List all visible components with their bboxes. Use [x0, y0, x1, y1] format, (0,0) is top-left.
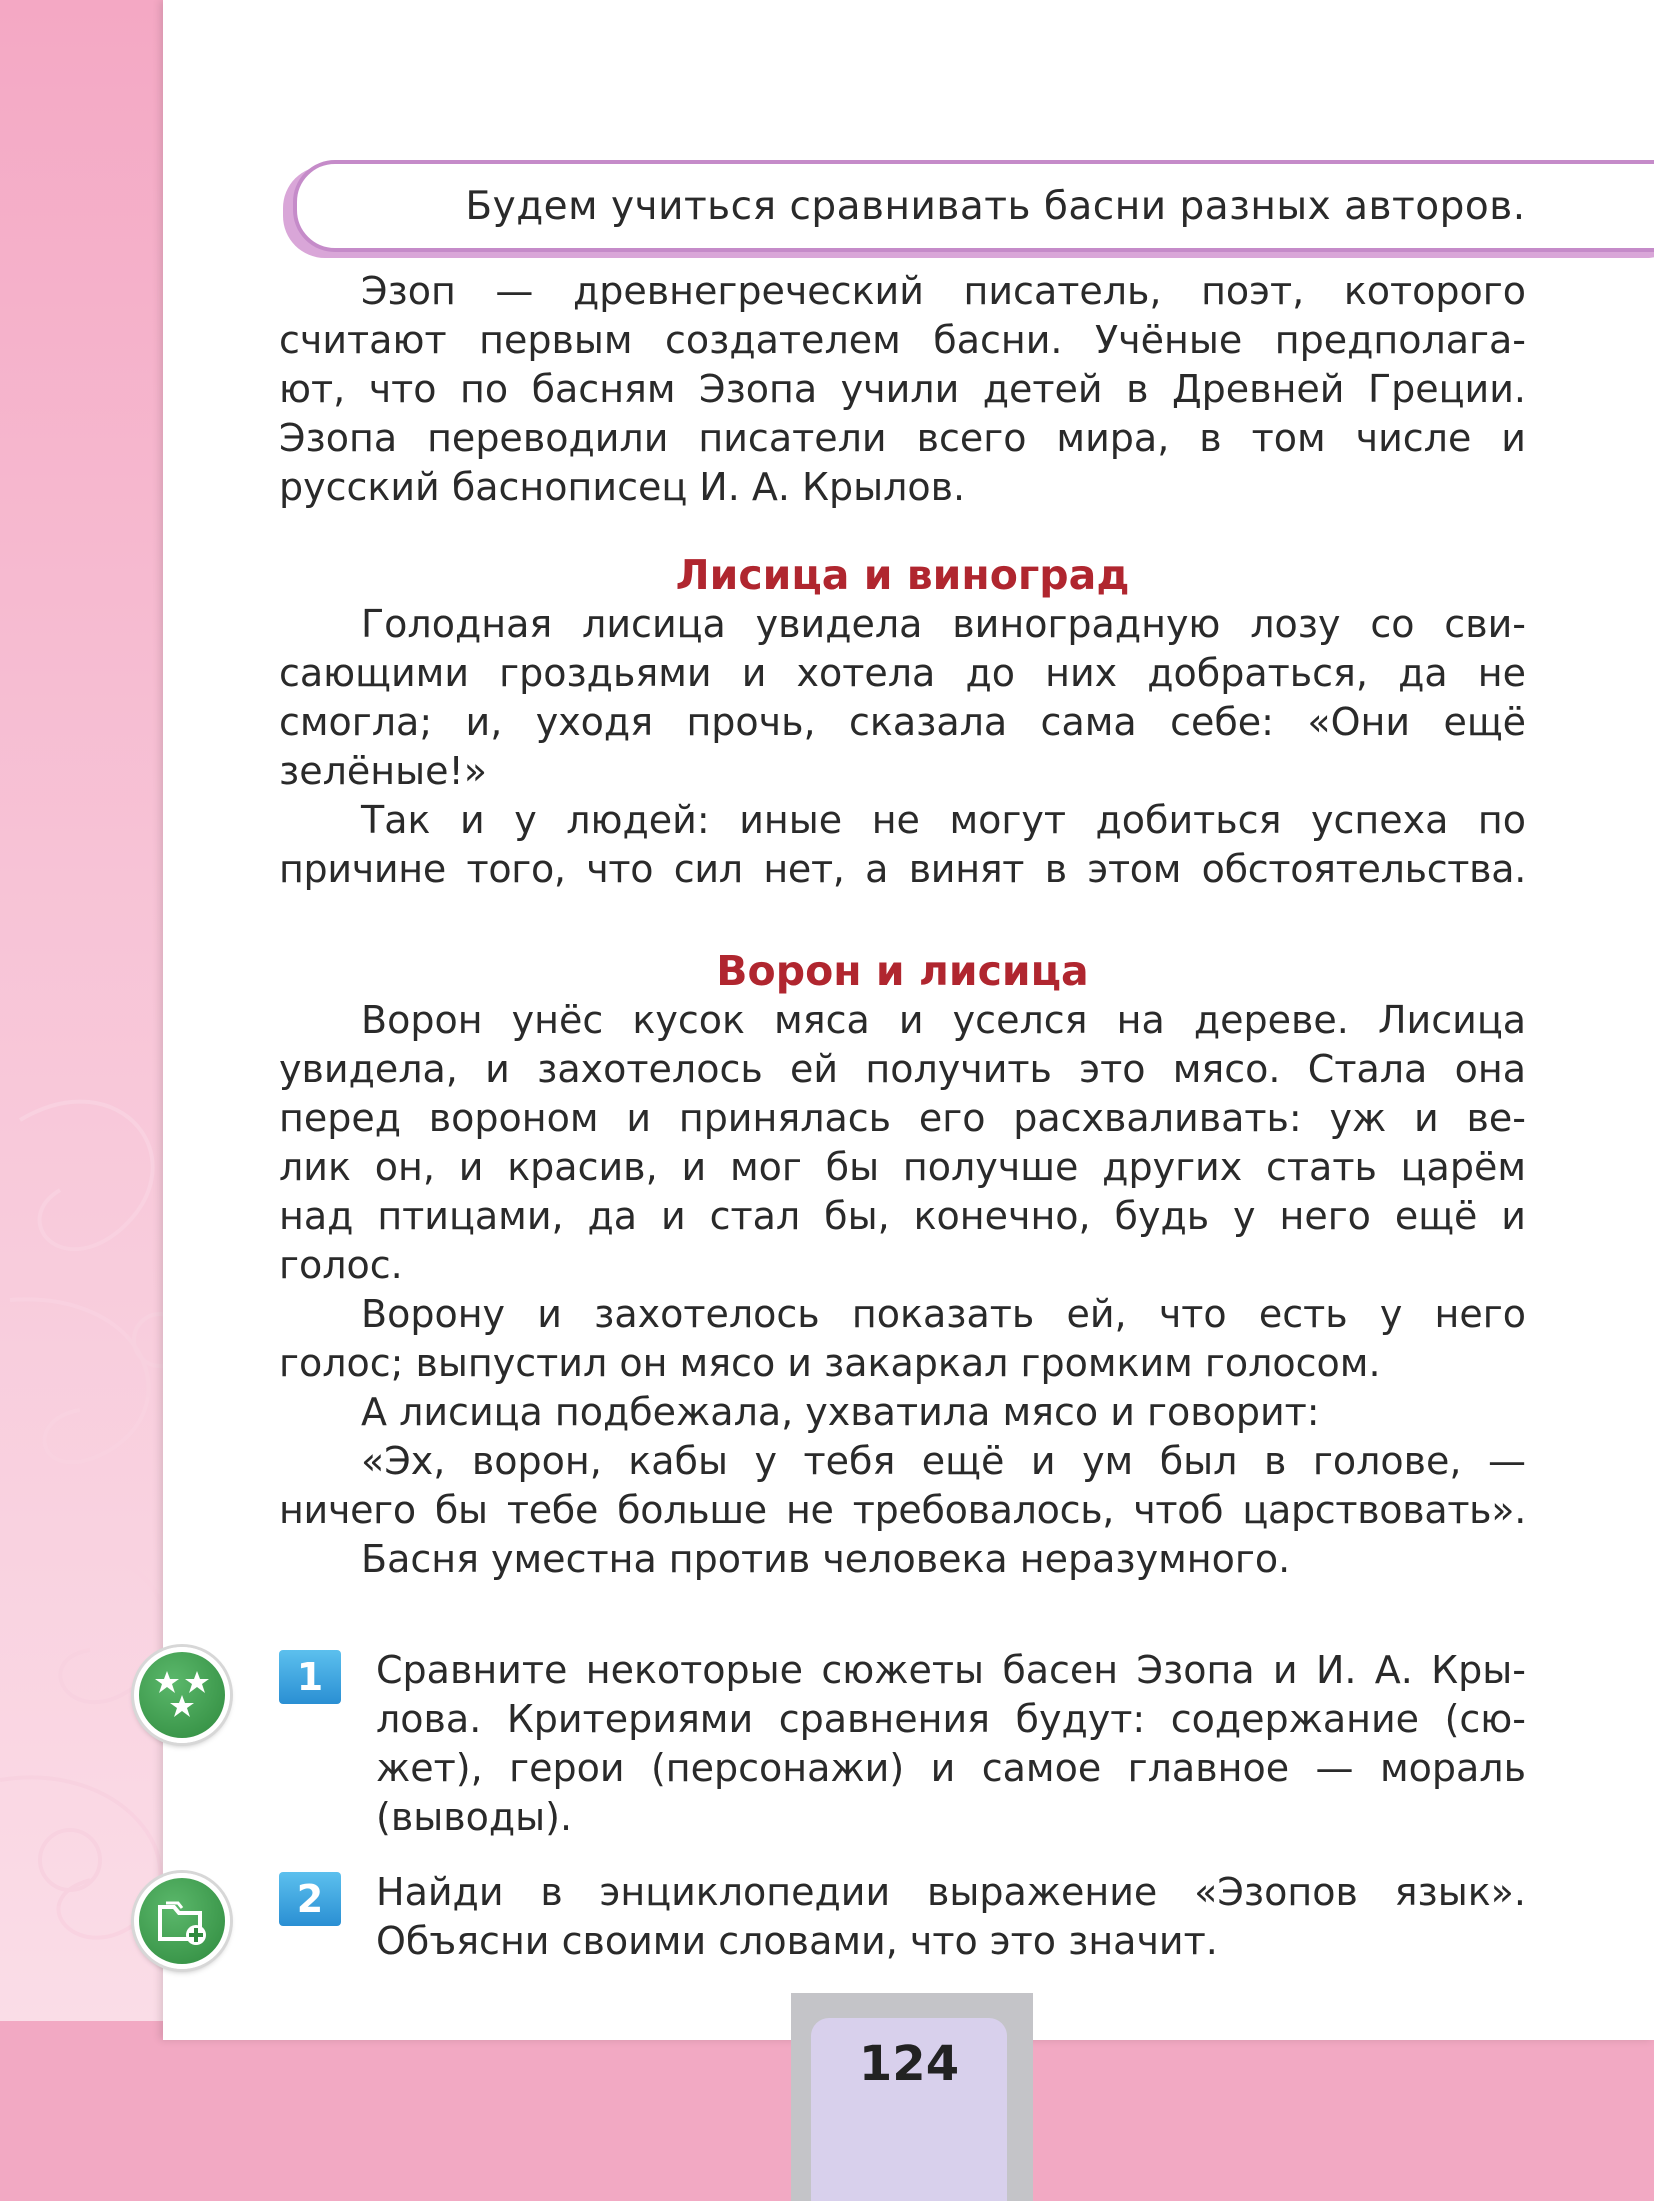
- intro-paragraph: [279, 267, 1526, 512]
- text-line: голос.: [279, 1243, 403, 1287]
- text-line: жет), герои (персонажи) и самое главное — мораль: [376, 1746, 1526, 1790]
- text-line: перед вороном и принялась его расхваливать: уж и ве-: [279, 1096, 1526, 1140]
- three-stars-icon[interactable]: [134, 1647, 230, 1743]
- task-number-badge: 1: [279, 1650, 341, 1704]
- text-line: (выводы).: [376, 1795, 573, 1839]
- fable-title: Лисица и виноград: [675, 551, 1130, 599]
- text-line: русский баснописец И. А. Крылов.: [279, 465, 966, 509]
- page-number: [811, 2018, 1007, 2201]
- text-line: лик он, и красив, и мог бы получше других стать царём: [279, 1145, 1526, 1189]
- text-line: Сравните некоторые сюжеты басен Эзопа и И. А. Кры-: [376, 1648, 1526, 1692]
- fable-raven-and-fox: [279, 947, 1526, 1584]
- text-line: зелёные!»: [279, 749, 487, 793]
- text-line: Найди в энциклопедии выражение «Эзопов язык».: [376, 1870, 1526, 1914]
- task-2: [279, 1868, 1526, 1966]
- text-line: увидела, и захотелось ей получить это мясо. Стала она: [279, 1047, 1526, 1091]
- task-number-badge: 2: [279, 1872, 341, 1926]
- text-line: Эзоп — древнегреческий писатель, поэт, которого: [361, 269, 1526, 313]
- text-line: Так и у людей: иные не могут добиться успеха по: [361, 798, 1526, 842]
- fable-fox-and-grapes: [279, 551, 1526, 894]
- text-line: сающими гроздьями и хотела до них добраться, да не: [279, 651, 1526, 695]
- text-line: над птицами, да и стал бы, конечно, будь у него ещё и: [279, 1194, 1526, 1238]
- text-line: Ворон унёс кусок мяса и уселся на дереве. Лисица: [361, 998, 1526, 1042]
- lesson-objective-banner: [293, 160, 1654, 252]
- text-line: ют, что по басням Эзопа учили детей в Древней Греции.: [279, 367, 1526, 411]
- lesson-objective-text: Будем учиться сравнивать басни разных авторов.: [465, 183, 1526, 229]
- text-line: считают первым создателем басни. Учёные предполага-: [279, 318, 1526, 362]
- text-line: Басня уместна против человека неразумного.: [361, 1537, 1291, 1581]
- text-line: Эзопа переводили писатели всего мира, в том числе и: [279, 416, 1526, 460]
- text-line: голос; выпустил он мясо и закаркал громким голосом.: [279, 1341, 1381, 1385]
- text-line: ничего бы тебе больше не требовалось, чтоб царствовать».: [279, 1488, 1526, 1532]
- text-line: Ворону и захотелось показать ей, что есть у него: [361, 1292, 1526, 1336]
- task-1: [279, 1646, 1526, 1842]
- add-folder-icon[interactable]: [134, 1873, 230, 1969]
- text-line: причине того, что сил нет, а винят в этом обстоятельства.: [279, 847, 1526, 891]
- fable-title: Ворон и лисица: [716, 947, 1089, 995]
- text-line: Объясни своими словами, что это значит.: [376, 1919, 1218, 1963]
- text-line: «Эх, ворон, кабы у тебя ещё и ум был в голове, —: [361, 1439, 1526, 1483]
- text-line: смогла; и, уходя прочь, сказала сама себе: «Они ещё: [279, 700, 1526, 744]
- text-line: лова. Критериями сравнения будут: содержание (сю-: [376, 1697, 1526, 1741]
- text-line: Голодная лисица увидела виноградную лозу со сви-: [361, 602, 1526, 646]
- text-line: А лисица подбежала, ухватила мясо и говорит:: [361, 1390, 1320, 1434]
- page-number-text: 124: [858, 2036, 960, 2092]
